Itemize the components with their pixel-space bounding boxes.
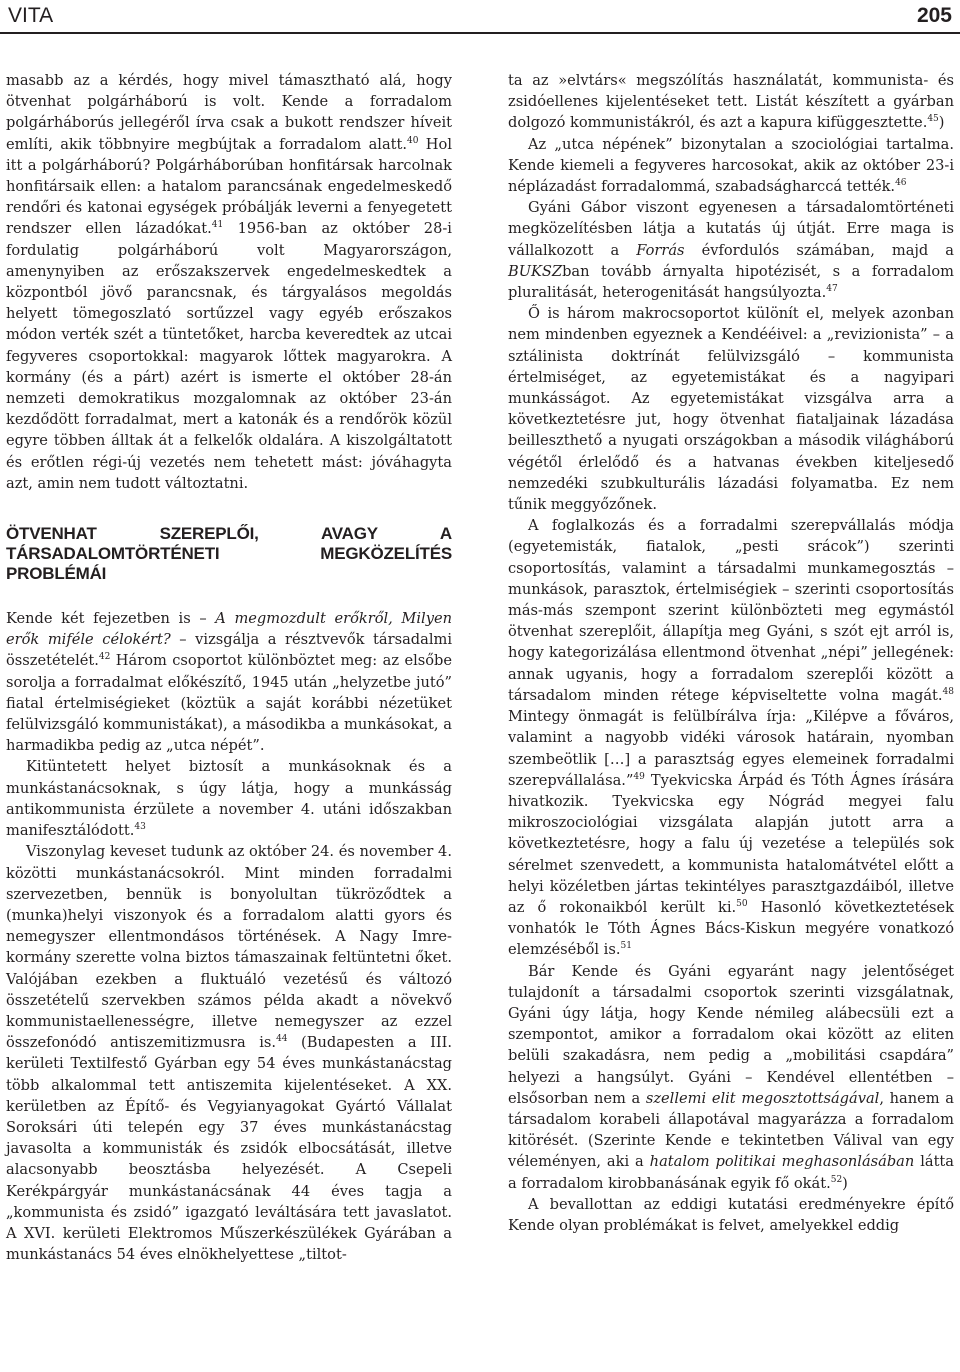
footnote-marker: 44 bbox=[276, 1034, 288, 1045]
header-rule bbox=[0, 32, 960, 34]
section-heading: ÖTVENHAT SZEREPLŐI, AVAGY A TÁRSADALOMTÖRTÉNETI MEGKÖZELÍTÉS PROBLÉMÁI bbox=[6, 524, 452, 584]
paragraph: Kende két fejezetben is – A megmozdult erőkről, Milyen erők miféle célokért? – vizsgálja a résztvevők társadalmi összetételét.$^{42}$ Három csoportot különböztet meg: az elsőbe sorolja a forradalmat előkészítő, 1945 után „helyzetbe jutó” fiatal értelmiségieket (köztük a saját korábbi nézetüket felülvizsgáló kommunistákat), a másodikba a munkásokat, a harmadikba pedig az „utca népét”. bbox=[6, 610, 453, 755]
paragraph: Viszonylag keveset tudunk az október 24. és november 4. közötti munkástanácsokról. Mint minden forradalmi szervezetben, bennük is bonyolultan tükröződtek a (munka)helyi viszonyok és a forradalom alatti gyors és nemegyszer ellentmondásos történések. A Nagy Imre-kormány szerette volna biztos támaszainak feltüntetni őket. Valójában ezekben a fluktuáló vezetésű és változó összetételű szervekben számos példa akadt a növekvő kommunistaellenességre, illetve nemegyszer az ezzel összefonódó antiszemitizmusra is.$^{44}$ (Budapesten a III. kerületi Textilfestő Gyárban egy 54 éves munkástanácstag több alkalommal tett antiszemita kijelentéseket. A XX. kerületben az Építő- és Vegyianyagokat Gyártó Vállalat Soroksári úti telepén egy 37 éves munkástanácstag javasolta a kommunisták és zsidók elbocsátását, illetve alacsonyabb beosztásba helyezését. A Csepeli Kerékpárgyár munkástanácsának 44 éves tagja a „kommunista és zsidó” igazgató leváltására tett javaslatot. A XVI. kerületi Elektromos Műszerkészülékek Gyárában a munkástanács 54 éves elnökhelyettese „tiltot- bbox=[6, 843, 453, 1264]
footnote-marker: 49 bbox=[633, 771, 645, 782]
right-column bbox=[508, 70, 954, 1236]
footnote-marker: 50 bbox=[736, 899, 748, 910]
footnote-marker: 40 bbox=[407, 135, 419, 146]
italic-phrase: BUKSZ bbox=[508, 262, 563, 280]
footnote-marker: 52 bbox=[830, 1174, 843, 1185]
paragraph: Gyáni Gábor viszont egyenesen a társadalomtörténeti megközelítésben látja a kutatás új útját. Erre maga is vállalkozott a Forrás évfordulós számában, majd a BUKSZban tovább árnyalta hipotézisét, s a forradalom pluralitását, heterogenitását hangsúlyozta.$^{47}$ bbox=[508, 199, 955, 302]
paragraph: A bevallottan az eddigi kutatási eredményekre építő Kende olyan problémákat is felvet, amelyekkel eddig bbox=[508, 1195, 954, 1234]
footnote-marker: 46 bbox=[895, 178, 907, 189]
page-number: 205 bbox=[916, 4, 952, 27]
italic-phrase: A megmozdult erőkről, Milyen erők miféle célokért? bbox=[6, 610, 452, 649]
italic-phrase: szellemi elit megosztottságával bbox=[645, 1089, 880, 1107]
footnote-marker: 43 bbox=[134, 822, 146, 833]
journal-section-title: VITA bbox=[8, 4, 54, 27]
italic-phrase: hatalom politikai meghasonlásában bbox=[649, 1153, 915, 1171]
footnote-marker: 42 bbox=[98, 652, 111, 663]
footnote-marker: 47 bbox=[826, 284, 838, 295]
paragraph: Kitüntetett helyet biztosít a munkásoknak és a munkástanácsoknak, s úgy látja, hogy a munkásság antikommunista érzülete a november 4. utáni időszakban manifesztálódott.$^{43}$ bbox=[6, 758, 452, 840]
paragraph: Az „utca népének” bizonytalan a szociológiai tartalma. Kende kiemeli a fegyveres harcosokat, akik az október 23-i néplázadást forradalommá, szabadságharccá tették.$^{46}$ bbox=[508, 135, 954, 196]
paragraph: ta az »elvtárs« megszólítás használatát, kommunista- és zsidóellenes kijelentéseket tett. Listát készített a gyárban dolgozó kommunistákról, és azt a kapura kifüggesztette.$^{45}$) bbox=[508, 72, 954, 132]
paragraph: masabb az a kérdés, hogy mivel támasztható alá, hogy ötvenhat polgárháború is volt. Kende a forradalom polgárháborús jellegéről írva csak a bukott rendszer híveit említi, akik többnyire megbújtak a forradalom alatt.$^{40}$ Hol itt a polgárháború? Polgárháborúban honfitársak harcolnak honfitársaik ellen: a hatalom parancsának engedelmeskedő rendőri és katonai egységek próbálják leverni a fenyegetett rendszer ellen lázadókat.$^{41}$ 1956-ban az október 28-i fordulatig polgárháború volt Magyarországon, amenynyiben az erőszakszervek engedelmeskedtek a központból jövő parancsnak, és tárgyalásos megoldás helyett tömegoszlató sortűzzel vagy egyéb erőszakos módon verték szét a tüntetőket, harcba keveredtek az utcai fegyveres csoportokkal: magyarok lőttek magyarokra. A kormány (és a párt) azért is ismerte el október 28-án nemzeti demokratikus mozgalomnak az október 23-án kezdődött forradalmat, mert a katonák és a rendőrök közül egyre többen álltak át a felkelők oldalára. A kiszolgáltatott és erőtlen régi-új vezetés nem tehetett mást: jóváhagyta azt, amin nem tudott változtatni. bbox=[6, 72, 452, 492]
footnote-marker: 51 bbox=[620, 941, 632, 952]
paragraph: A foglalkozás és a forradalmi szerepvállalás módja (egyetemisták, fiatalok, „pesti srácok”) szerinti csoportosítás, valamint a társadalmi munkamegosztás – munkások, parasztok, értelmiségiek – szerinti csoportosítás más-más szempont szerint különbözteti meg egymástól ötvenhat szereplőit, állapítja meg Gyáni, s szót ejt arról is, hogy kategorizálása ellentmond ötvenhat „népi” jellegének: annak ugyanis, hogy a forradalom szereplői között a társadalom minden rétege képviseltette volna magát.$^{48}$ Mintegy önmagát is felülbírálva írja: „Kilépve a főváros, valamint a nagyobb vidéki városok határain, nyomban szembeötlik […] a parasztság egyes elemeinek forradalmi szerepvállalása.”$^{49}$ Tyekvicska Árpád és Tóth Ágnes írására hivatkozik. Tyekvicska egy Nógrád megyei falu mikroszociológiai vizsgálata alapján jutott arra a következtetésre, hogy a falu új vezetése a település sok sérelmet szenvedett, a kommunista hatalomátvétel előtt a helyi közéletben jártas tekintélyes parasztgazdáiból, illetve az ő rokonaikból került ki.$^{50}$ Hasonló következtetések vonhatók le Tóth Ágnes Bács-Kiskun megyére vonatkozó elemzéséből is.$^{51}$ bbox=[508, 517, 954, 959]
italic-phrase: Forrás bbox=[636, 241, 685, 259]
footnote-marker: 48 bbox=[942, 687, 954, 698]
paragraph: Ő is három makrocsoportot különít el, melyek azonban nem mindenben egyeznek a Kendééivel: a „revizionista” – a sztálinista doktrínát felülvizsgáló – kommunista értelmiséget, az egyetemistákat és a nagyipari munkásságot. Az egyetemistákat vizsgálva arra a következtetésre jut, hogy ötvenhat fiataljainak lázadása beilleszthető a nyugati országokban a második világháború végétől érlelődő és a hatvanas években kiteljesedő nemzedéki szubkulturális lázadási folyamatba. Ez nem tűnik meggyőzőnek. bbox=[508, 305, 954, 514]
paragraph: Bár Kende és Gyáni egyaránt nagy jelentőséget tulajdonít a társadalmi csoportok szerinti vizsgálatnak, Gyáni úgy látja, hogy Kende némileg alábecsüli ezt a szempontot, amikor a forradalom okai között az eliten belüli szakadásra, nem pedig a „mobilitási csapdára” helyezi a hangsúlyt. Gyáni – Kendével ellentétben – elsősorban nem a szellemi elit megosztottságával, hanem a társadalom korabeli állapotával magyarázza a forradalom kitörését. (Szerinte Kende e tekintetben Válival van egy véleményen, aki a hatalom politikai meghasonlásában látta a forradalom kirobbanásának egyik fő okát.$^{52}$) bbox=[508, 962, 955, 1192]
left-column bbox=[6, 70, 452, 1265]
footnote-marker: 45 bbox=[927, 114, 939, 125]
running-header bbox=[0, 0, 960, 34]
footnote-marker: 41 bbox=[211, 220, 224, 231]
